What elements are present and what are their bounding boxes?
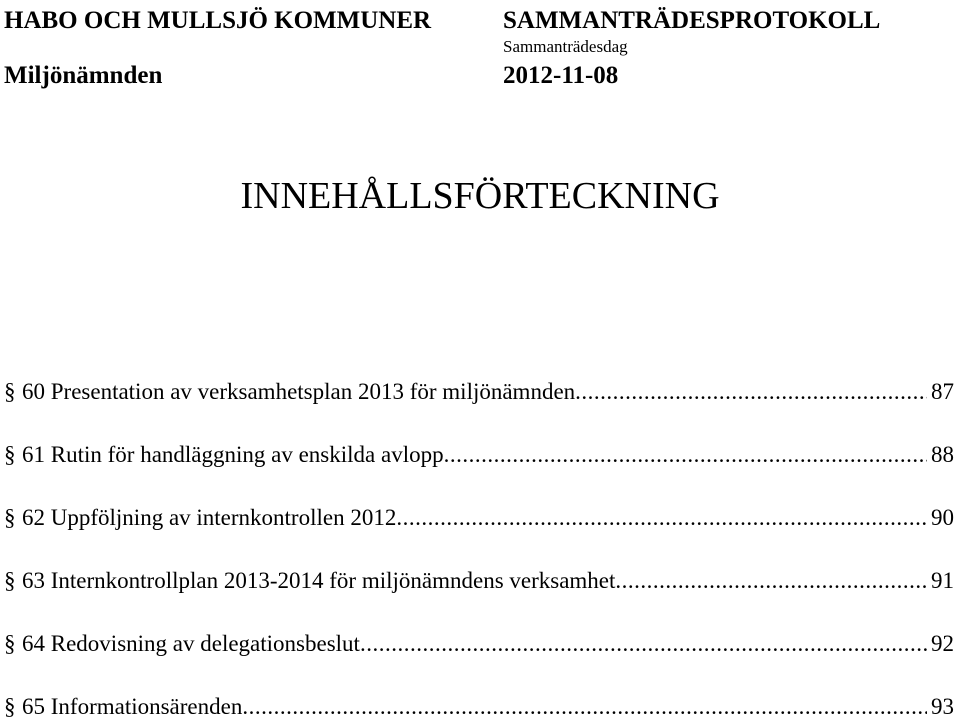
- dot-leader: [360, 629, 927, 659]
- toc-entry-title: Redovisning av delegationsbeslut: [50, 631, 360, 656]
- toc-entry[interactable]: [0, 440, 954, 470]
- toc-entry-page: 90: [931, 505, 954, 530]
- toc-entry[interactable]: [0, 629, 954, 659]
- toc-entry-title: Uppföljning av internkontrollen 2012: [50, 505, 397, 530]
- toc-entry-page: 93: [931, 694, 954, 719]
- section-symbol: §: [4, 379, 16, 404]
- toc-entry-page: 91: [931, 568, 954, 593]
- dot-leader: [242, 692, 927, 722]
- committee-name: Miljönämnden: [4, 62, 163, 89]
- toc-entry-title: Rutin för handläggning av enskilda avlopp: [50, 442, 444, 467]
- toc-entry-number: 62: [22, 505, 45, 530]
- toc-entry[interactable]: [0, 692, 954, 722]
- toc-entry[interactable]: [0, 503, 954, 533]
- dot-leader: [615, 566, 927, 596]
- toc-entry-title: Informationsärenden: [50, 694, 243, 719]
- dot-leader: [396, 503, 927, 533]
- section-symbol: §: [4, 631, 16, 656]
- toc-entry-number: 65: [22, 694, 45, 719]
- document-type: SAMMANTRÄDESPROTOKOLL: [503, 7, 881, 34]
- section-symbol: §: [4, 568, 16, 593]
- section-symbol: §: [4, 442, 16, 467]
- dot-leader: [575, 377, 927, 407]
- meeting-date-label: Sammanträdesdag: [503, 37, 628, 56]
- toc-entry-page: 88: [931, 442, 954, 467]
- section-symbol: §: [4, 694, 16, 719]
- toc-entry-title: Presentation av verksamhetsplan 2013 för miljönämnden: [50, 379, 576, 404]
- toc-entry[interactable]: [0, 377, 954, 407]
- toc-entry-number: 60: [22, 379, 45, 404]
- toc-title: INNEHÅLLSFÖRTECKNING: [240, 175, 720, 217]
- section-symbol: §: [4, 505, 16, 530]
- meeting-date: 2012-11-08: [503, 62, 619, 89]
- organization-name: HABO OCH MULLSJÖ KOMMUNER: [4, 7, 432, 34]
- toc-entry-number: 63: [22, 568, 45, 593]
- dot-leader: [444, 440, 927, 470]
- toc-entry[interactable]: [0, 566, 954, 596]
- toc-entry-page: 92: [931, 631, 954, 656]
- toc-entry-number: 61: [22, 442, 45, 467]
- toc-entry-page: 87: [931, 379, 954, 404]
- toc-entry-title: Internkontrollplan 2013-2014 för miljönämndens verksamhet: [50, 568, 616, 593]
- toc-entry-number: 64: [22, 631, 45, 656]
